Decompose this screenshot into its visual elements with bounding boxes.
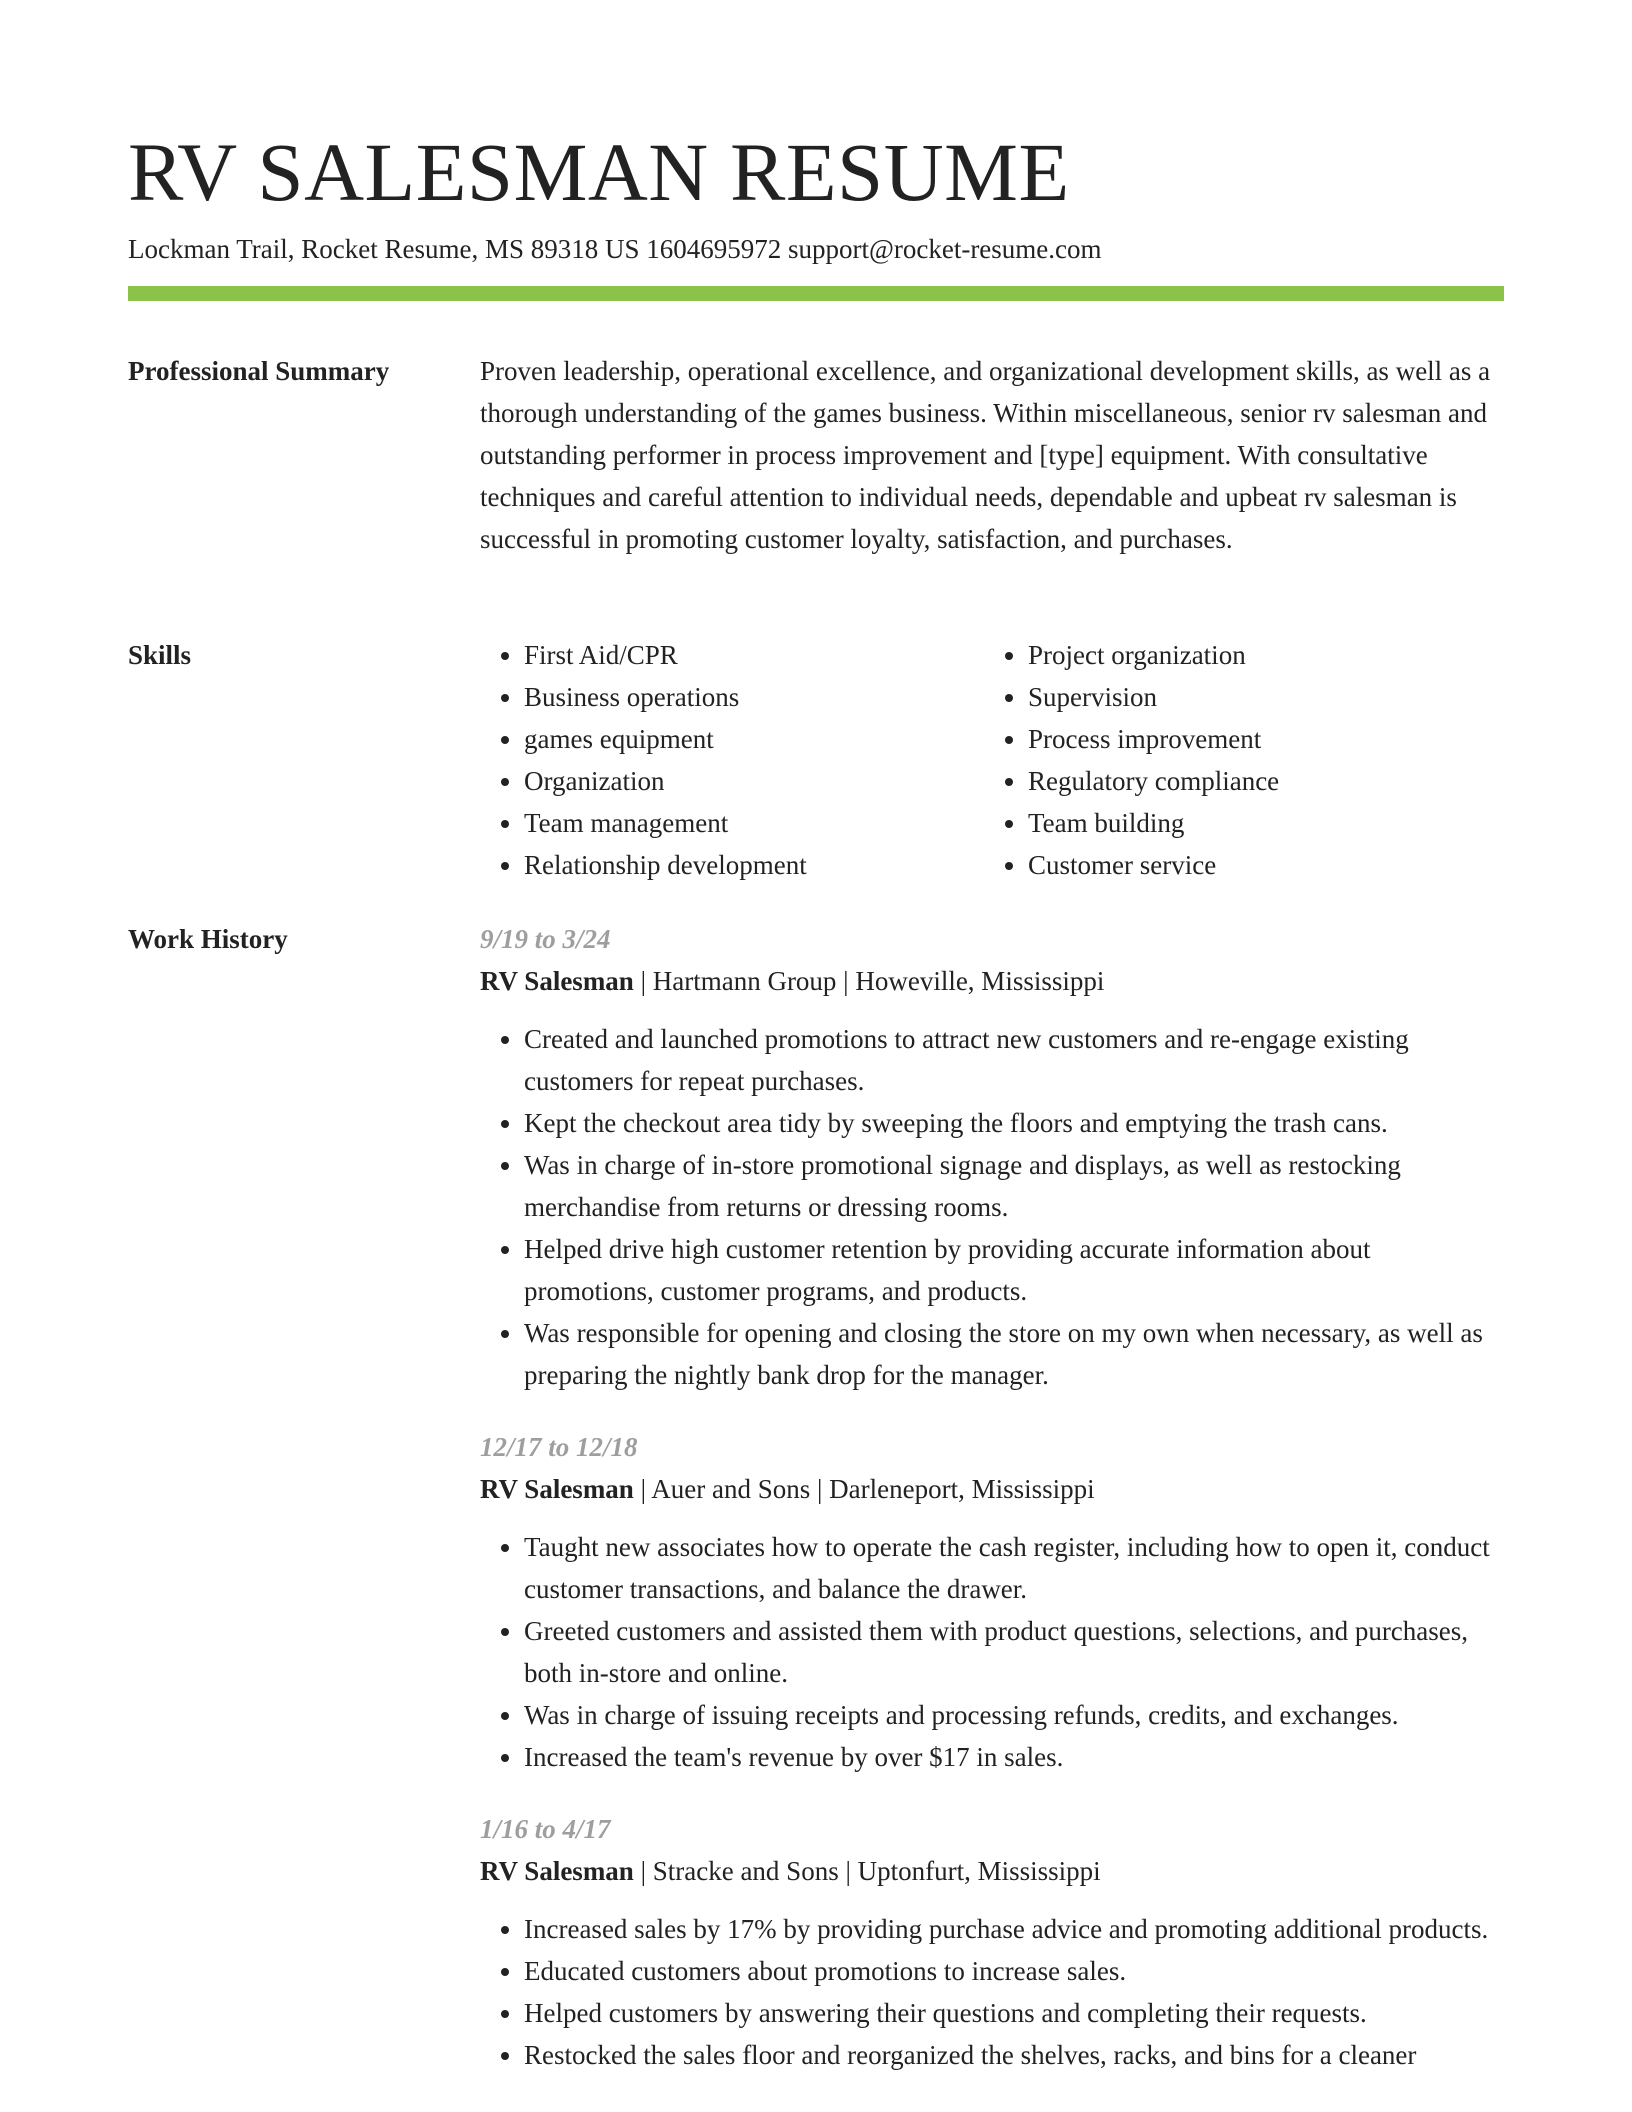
job-bullet: • Helped drive high customer retention by providing accurate information about promotions, customer programs, and products.	[524, 1228, 1504, 1312]
skill-item: • Process improvement	[1028, 718, 1488, 760]
skill-item: • Relationship development	[524, 844, 984, 886]
summary-body	[480, 350, 1504, 560]
skill-item: • First Aid/CPR	[524, 634, 984, 676]
job-bullet: • Created and launched promotions to attract new customers and re-engage existing customers for repeat purchases.	[524, 1018, 1504, 1102]
job-title: RV Salesman	[480, 1856, 634, 1886]
job-bullet: • Was in charge of issuing receipts and processing refunds, credits, and exchanges.	[524, 1694, 1504, 1736]
skill-item: • Team management	[524, 802, 984, 844]
job-bullet: • Was responsible for opening and closing the store on my own when necessary, as well as preparing the nightly bank drop for the manager.	[524, 1312, 1504, 1396]
skills-body	[480, 634, 1504, 886]
skills-columns	[480, 634, 1504, 886]
summary-label: Professional Summary	[128, 356, 390, 386]
job-heading	[480, 1468, 1504, 1510]
job-bullets	[480, 1526, 1504, 1778]
skills-list-left	[480, 634, 984, 886]
work-history-body	[480, 918, 1504, 2106]
skill-item: • Customer service	[1028, 844, 1488, 886]
job-bullet: • Kept the checkout area tidy by sweeping the floors and emptying the trash cans.	[524, 1102, 1504, 1144]
job-heading	[480, 960, 1504, 1002]
job-bullet: • Helped customers by answering their questions and completing their requests.	[524, 1992, 1504, 2034]
resume-title: RV SALESMAN RESUME	[128, 126, 1070, 218]
job-dates: 9/19 to 3/24	[480, 924, 611, 954]
job-dates: 1/16 to 4/17	[480, 1814, 611, 1844]
job-bullet: • Greeted customers and assisted them with product questions, selections, and purchases, both in-store and online.	[524, 1610, 1504, 1694]
job-heading	[480, 1850, 1504, 1892]
job-bullet: • Increased sales by 17% by providing purchase advice and promoting additional products.	[524, 1908, 1504, 1950]
job-dates: 12/17 to 12/18	[480, 1432, 638, 1462]
job-details: | Hartmann Group | Howeville, Mississippi	[633, 966, 1105, 996]
job-title: RV Salesman	[480, 1474, 634, 1504]
job-bullet: • Educated customers about promotions to increase sales.	[524, 1950, 1504, 1992]
skills-label: Skills	[128, 640, 192, 670]
job-entry	[480, 918, 1504, 1396]
skill-item: • Regulatory compliance	[1028, 760, 1488, 802]
job-entry	[480, 1808, 1504, 2076]
work-history-label: Work History	[128, 924, 288, 954]
skill-item: • Team building	[1028, 802, 1488, 844]
summary-text: Proven leadership, operational excellence, and organizational development skills, as well as a thorough understanding of the games business. Within miscellaneous, senior rv salesman and outstanding performer in process improvement and [type] equipment. With consultative techniques and careful attention to individual needs, dependable and upbeat rv salesman is successful in promoting customer loyalty, satisfaction, and purchases.	[480, 356, 1491, 554]
job-details: | Auer and Sons | Darleneport, Mississippi	[633, 1474, 1095, 1504]
job-entry	[480, 1426, 1504, 1778]
job-bullet: • Restocked the sales floor and reorganized the shelves, racks, and bins for a cleaner	[524, 2034, 1504, 2076]
skill-item: • Supervision	[1028, 676, 1488, 718]
skill-item: • Organization	[524, 760, 984, 802]
job-title: RV Salesman	[480, 966, 634, 996]
skills-list-right	[984, 634, 1488, 886]
skill-item: • Business operations	[524, 676, 984, 718]
job-bullet: • Increased the team's revenue by over $17 in sales.	[524, 1736, 1504, 1778]
job-bullet: • Taught new associates how to operate the cash register, including how to open it, conduct customer transactions, and balance the drawer.	[524, 1526, 1504, 1610]
skill-item: • games equipment	[524, 718, 984, 760]
job-bullets	[480, 1908, 1504, 2076]
job-bullets	[480, 1018, 1504, 1396]
accent-divider	[128, 286, 1504, 301]
contact-line: Lockman Trail, Rocket Resume, MS 89318 US 1604695972 support@rocket-resume.com	[128, 234, 1102, 264]
job-bullet: • Was in charge of in-store promotional signage and displays, as well as restocking merchandise from returns or dressing rooms.	[524, 1144, 1504, 1228]
skill-item: • Project organization	[1028, 634, 1488, 676]
job-details: | Stracke and Sons | Uptonfurt, Mississippi	[633, 1856, 1101, 1886]
